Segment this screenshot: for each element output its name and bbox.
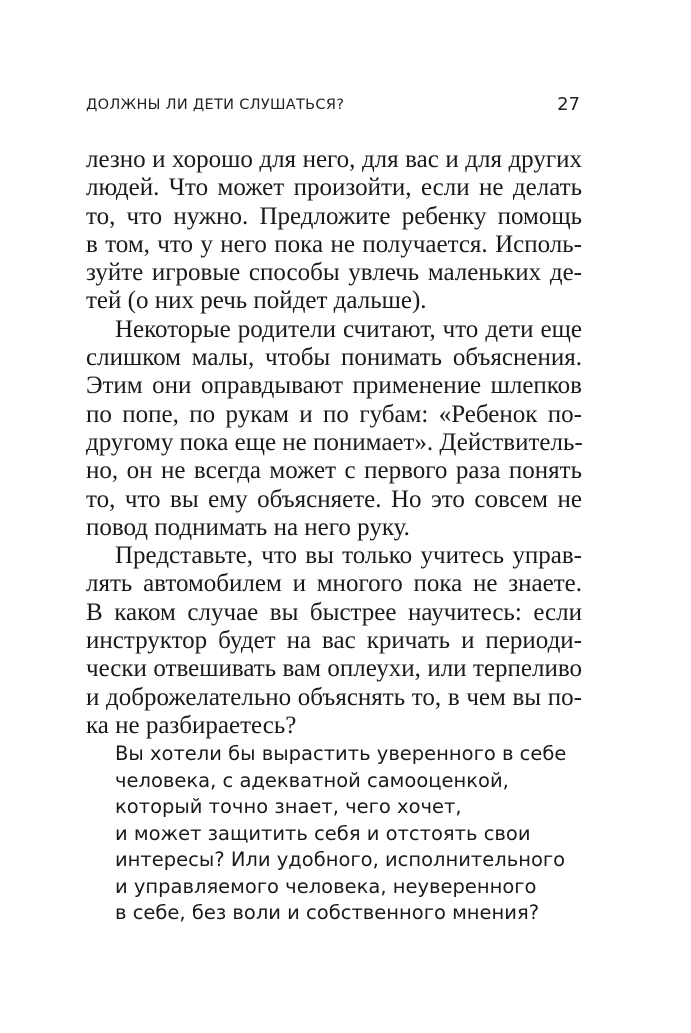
text-line: чески отвешивать вам оплеухи, или терпеливо — [86, 655, 582, 683]
text-line: В каком случае вы быстрее научитесь: если — [86, 598, 582, 626]
text-line: Представьте, что вы только учитесь управ- — [115, 542, 582, 570]
paragraph-1 — [86, 146, 582, 316]
text-line: то, что вы ему объясняете. Но это совсем не — [86, 485, 582, 513]
quote-line: в себе, без воли и собственного мнения? — [115, 901, 540, 924]
quote-line: который точно знает, чего хочет, — [115, 795, 462, 818]
text-line: зуйте игровые способы увлечь маленьких де- — [86, 259, 582, 287]
quote-line: человека, с адекватной самооценкой, — [115, 768, 509, 792]
text-line: другому пока еще не понимает». Действитель- — [86, 428, 583, 456]
text-line: Некоторые родители считают, что дети еще — [115, 315, 582, 343]
text-line: Этим они оправдывают применение шлепков — [86, 372, 582, 400]
pull-quote — [115, 741, 585, 927]
page-number: 27 — [557, 94, 580, 115]
text-line: тей (о них речь пойдет дальше). — [86, 287, 427, 315]
text-line: ка не разбираетесь? — [86, 711, 297, 739]
text-line: инструктор будет на вас кричать и периоди- — [86, 627, 582, 655]
text-line: по попе, по рукам и по губам: «Ребенок по- — [86, 400, 582, 428]
text-line: то, что нужно. Предложите ребенку помощь — [86, 202, 582, 230]
text-line: и доброжелательно объяснять то, в чем вы по- — [86, 683, 582, 711]
text-line: лять автомобилем и многого пока не знаете. — [86, 570, 582, 598]
text-line: повод поднимать на него руку. — [86, 513, 410, 541]
text-line: слишком малы, чтобы понимать объяснения. — [86, 344, 582, 372]
text-line: в том, что у него пока не получается. Исполь- — [86, 230, 582, 258]
quote-line: и может защитить себя и отстоять свои — [115, 821, 531, 845]
body-text — [86, 146, 582, 740]
paragraph-3 — [86, 542, 582, 740]
text-line: лезно и хорошо для него, для вас и для других — [86, 146, 582, 173]
running-head: ДОЛЖНЫ ЛИ ДЕТИ СЛУШАТЬСЯ? — [86, 97, 345, 113]
text-line: но, он не всегда может с первого раза понять — [86, 457, 582, 485]
paragraph-2 — [86, 316, 582, 542]
text-line: людей. Что может произойти, если не делать — [86, 174, 582, 202]
quote-line: и управляемого человека, неуверенного — [115, 874, 537, 898]
quote-line: Вы хотели бы вырастить уверенного в себе — [115, 742, 567, 765]
quote-line: интересы? Или удобного, исполнительного — [115, 848, 566, 871]
